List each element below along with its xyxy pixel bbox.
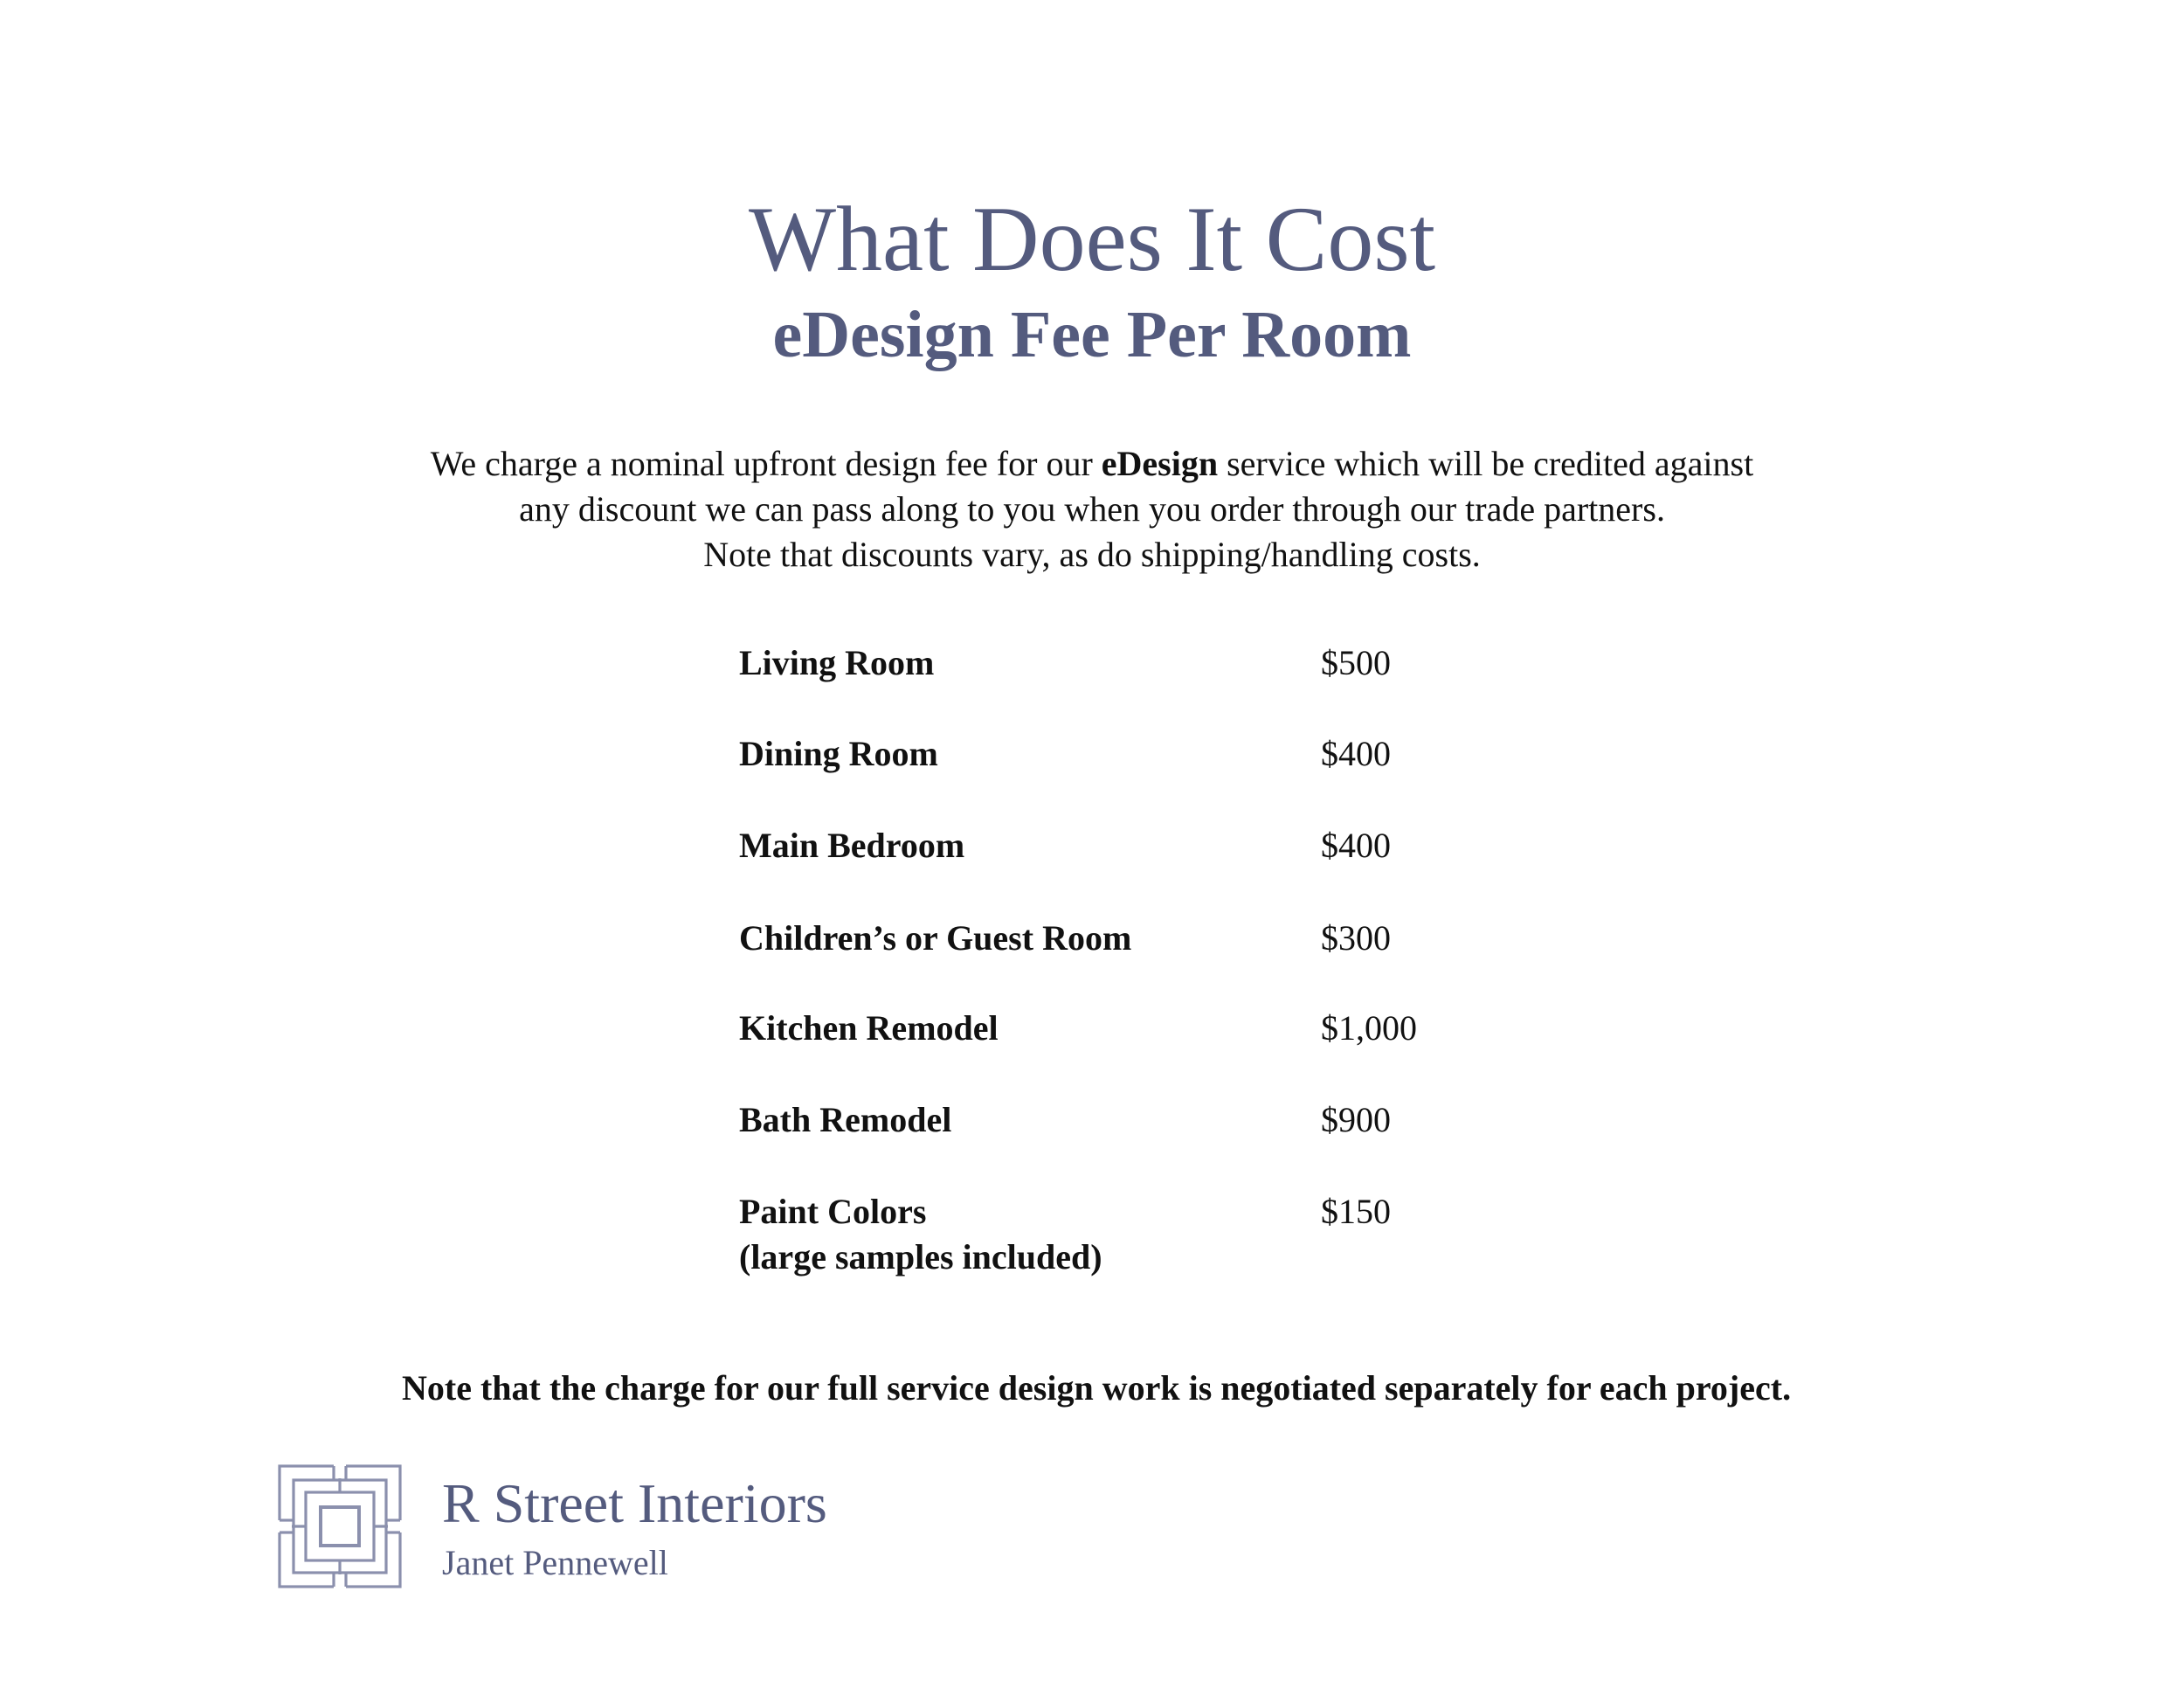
intro-line-1-emphasis: eDesign — [1101, 444, 1219, 483]
intro-line-1-start: We charge a nominal upfront design fee for our — [430, 444, 1102, 483]
fee-room-name-line: Dining Room — [739, 734, 938, 773]
intro-line-3: Note that discounts vary, as do shipping/handling costs. — [703, 535, 1481, 574]
fee-row — [739, 640, 1525, 737]
intro-paragraph — [0, 441, 2184, 578]
fee-row — [739, 823, 1525, 919]
fee-room-name — [739, 1006, 999, 1051]
fee-price: $900 — [1321, 1100, 1391, 1139]
fee-room-name — [739, 640, 934, 686]
nested-squares-logo-icon — [278, 1464, 402, 1588]
fee-price: $500 — [1321, 643, 1391, 682]
fee-room-name — [739, 916, 1131, 961]
brand-person: Janet Pennewell — [442, 1543, 668, 1582]
fee-price: $150 — [1321, 1192, 1391, 1231]
fee-room-name — [739, 731, 938, 777]
intro-line-2: any discount we can pass along to you when you order through our trade partners. — [519, 489, 1665, 529]
fee-price: $300 — [1321, 918, 1391, 958]
fee-room-name-line: Paint Colors — [739, 1192, 927, 1231]
page-title: What Does It Cost — [748, 188, 1436, 290]
fee-price: $400 — [1321, 734, 1391, 773]
fee-room-name — [739, 1097, 951, 1143]
fee-row — [739, 1006, 1525, 1102]
footnote: Note that the charge for our full service design work is negotiated separately for each project. — [402, 1368, 1792, 1408]
fee-room-name — [739, 823, 964, 868]
fee-room-name-line: Bath Remodel — [739, 1100, 952, 1139]
fee-room-name — [739, 1189, 1102, 1280]
fee-row — [739, 1097, 1525, 1193]
fee-row — [739, 916, 1525, 1012]
fee-row — [739, 731, 1525, 827]
fee-row — [739, 1189, 1525, 1285]
fee-room-name-line: Main Bedroom — [739, 826, 965, 865]
fee-room-name-line: Living Room — [739, 643, 935, 682]
fee-price: $400 — [1321, 826, 1391, 865]
brand-name: R Street Interiors — [442, 1472, 827, 1534]
fee-price: $1,000 — [1321, 1008, 1417, 1048]
fee-room-name-line: Kitchen Remodel — [739, 1008, 999, 1048]
intro-line-1 — [0, 441, 2184, 487]
fee-room-name-note: (large samples included) — [739, 1237, 1102, 1276]
page-subtitle: eDesign Fee Per Room — [772, 298, 1412, 371]
intro-line-1-end: service which will be credited against — [1218, 444, 1754, 483]
fee-room-name-line: Children’s or Guest Room — [739, 918, 1132, 958]
